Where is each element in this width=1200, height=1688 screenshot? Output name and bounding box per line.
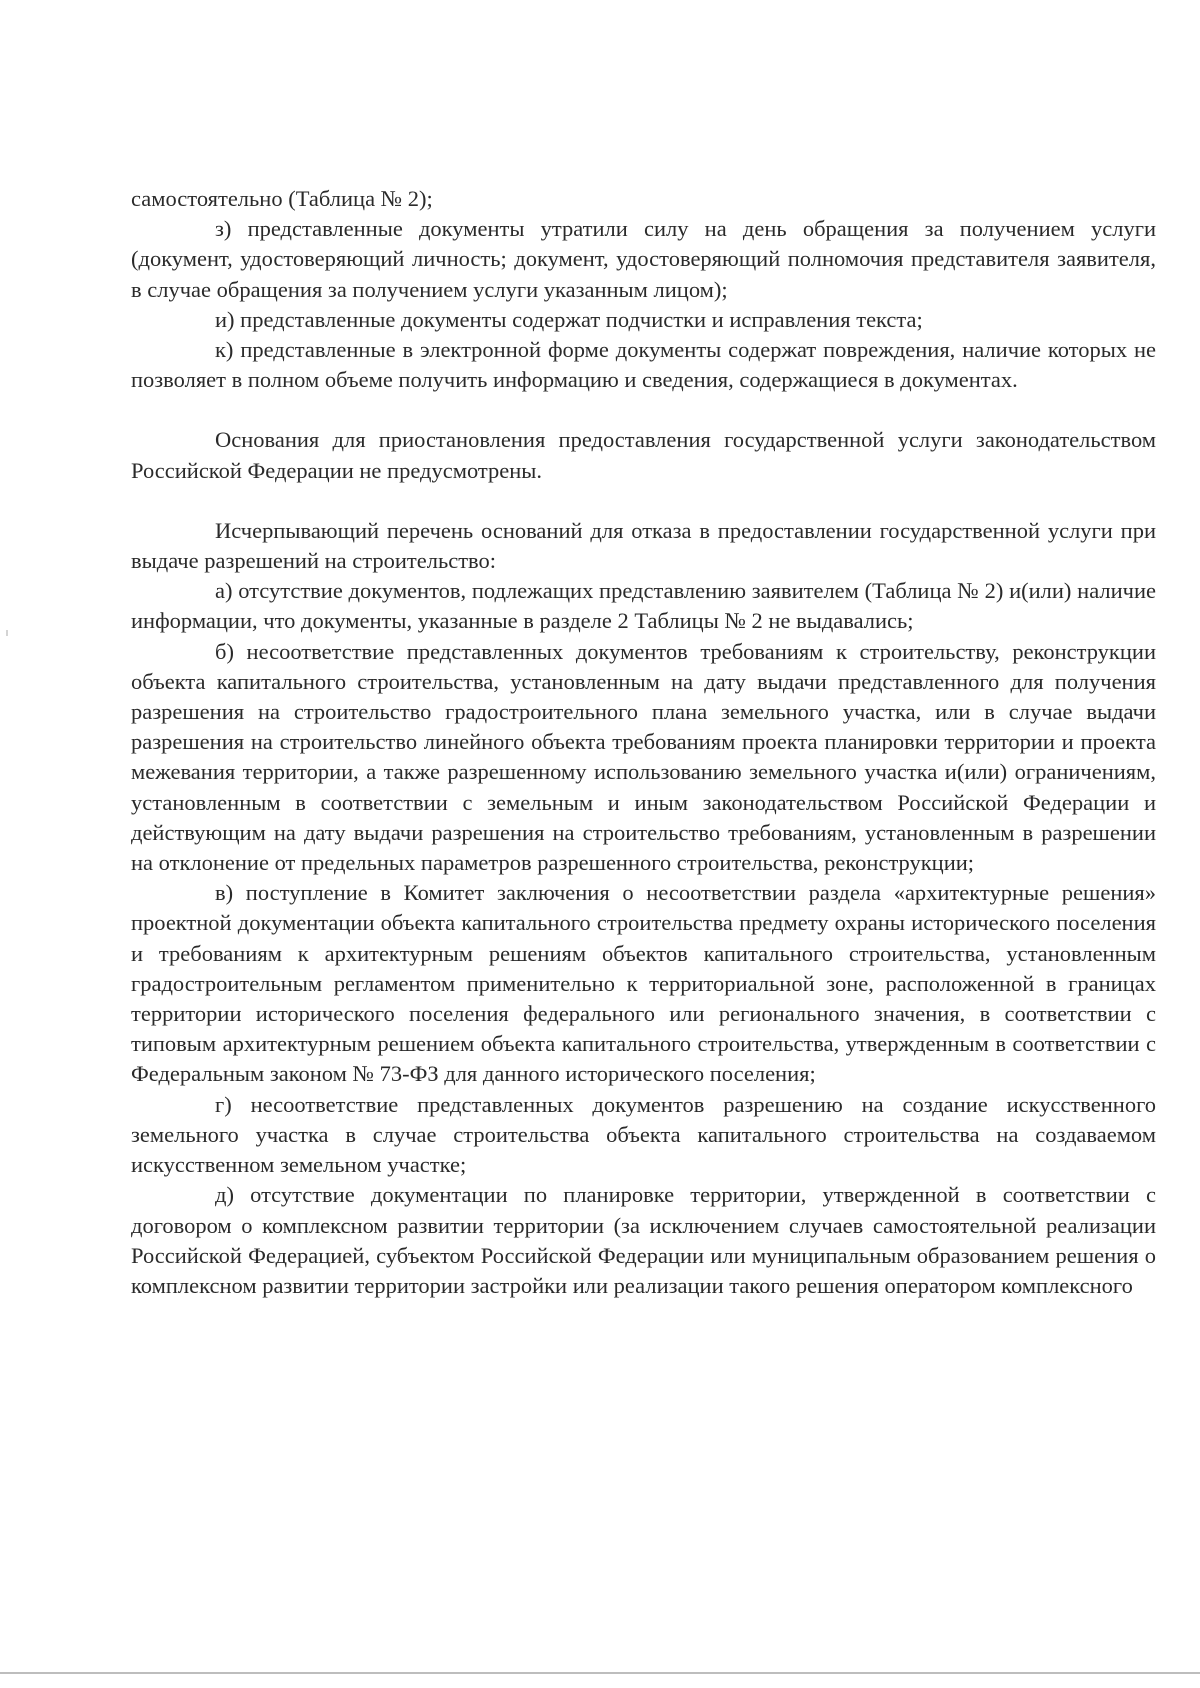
paragraph-item-a: а) отсутствие документов, подлежащих представлению заявителем (Таблица № 2) и(или) наличие информации, что документы, указанные в разделе 2 Таблицы № 2 не выдавались; xyxy=(131,578,1156,634)
paragraph-item-k: к) представленные в электронной форме документы содержат повреждения, наличие которых не позволяет в полном объеме получить информацию и сведения, содержащиеся в документах. xyxy=(131,337,1156,393)
paragraph-item-v: в) поступление в Комитет заключения о несоответствии раздела «архитектурные решения» проектной документации объекта капитального строительства предмету охраны исторического поселения и требованиям к архитектурным решениям объектов капитального строительства, установленным градостроительным регламентом применительно к территориальной зоне, расположенной в границах территории исторического поселения федерального или регионального значения, в соответствии с типовым архитектурным решением объекта капитального строительства, утвержденным в соответствии с Федеральным законом № 73-ФЗ для данного исторического поселения; xyxy=(131,880,1156,1087)
paragraph-item-z: з) представленные документы утратили силу на день обращения за получением услуги (документ, удостоверяющий личность; документ, удостоверяющий полномочия представителя заявителя, в случае обращения за получением услуги указанным лицом); xyxy=(131,216,1156,302)
document-body xyxy=(131,184,1156,1301)
paragraph-refusal-grounds-intro: Исчерпывающий перечень оснований для отказа в предоставлении государственной услуги при выдаче разрешений на строительство: xyxy=(131,517,1156,574)
page-bottom-edge xyxy=(0,1672,1200,1674)
paragraph-item-b: б) несоответствие представленных документов требованиям к строительству, реконструкции объекта капитального строительства, установленным на дату выдачи представленного для получения разрешения на строительство градостроительного плана земельного участка, или в случае выдачи разрешения на строительство линейного объекта требованиям проекта планировки территории и проекта межевания территории, а также разрешенному использованию земельного участка и(или) ограничениям, установленным в соответствии с земельным и иным законодательством Российской Федерации и действующим на дату выдачи разрешения на строительство требованиям, установленным в разрешении на отклонение от предельных параметров разрешенного строительства, реконструкции; xyxy=(131,638,1156,876)
paragraph-item-i: и) представленные документы содержат подчистки и исправления текста; xyxy=(215,306,923,332)
scan-artifact xyxy=(6,630,8,636)
paragraph-suspension-grounds: Основания для приостановления предоставления государственной услуги законодательством Российской Федерации не предусмотрены. xyxy=(131,427,1156,483)
paragraph-continuation: самостоятельно (Таблица № 2); xyxy=(131,186,433,211)
paragraph-item-g: г) несоответствие представленных документов разрешению на создание искусственного земельного участка в случае строительства объекта капитального строительства на создаваемом искусственном земельном участке; xyxy=(131,1091,1156,1178)
paragraph-item-d: д) отсутствие документации по планировке территории, утвержденной в соответствии с договором о комплексном развитии территории (за исключением случаев самостоятельной реализации Российской Федерацией, субъектом Российской Федерации или муниципальным образованием решения о комплексном развитии территории застройки или реализации такого решения оператором комплексного xyxy=(131,1182,1156,1298)
